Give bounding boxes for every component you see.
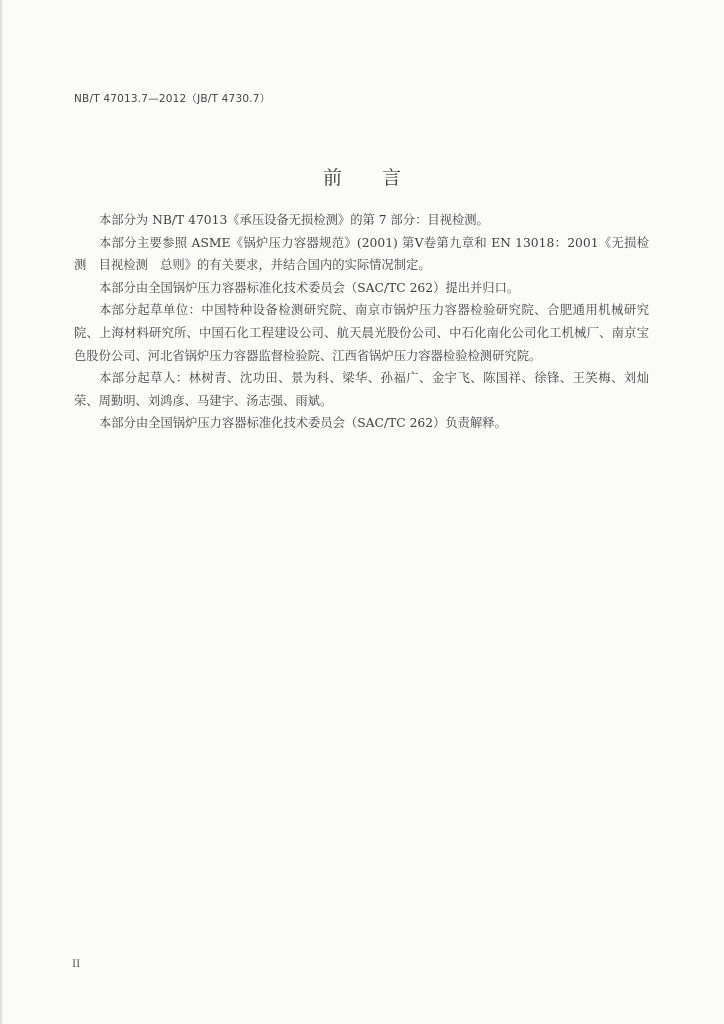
paragraph-drafters: 本部分起草人：林树青、沈功田、景为科、梁华、孙福广、金宇飞、陈国祥、徐锋、王笑梅、刘灿荣、周勤明、刘鸿彦、马建宇、汤志强、雨斌。 — [74, 371, 649, 408]
section-title — [0, 163, 724, 190]
paragraph-proposer: 本部分由全国锅炉压力容器标准化技术委员会（SAC/TC 262）提出并归口。 — [99, 280, 520, 295]
preface-body — [74, 209, 649, 435]
page-number: II — [72, 958, 81, 970]
paragraph-references: 本部分主要参照 ASME《锅炉压力容器规范》(2001) 第Ⅴ卷第九章和 EN 13018：2001《无损检测 目视检测 总则》的有关要求，并结合国内的实际情况制定。 — [74, 235, 649, 273]
title-char-2: 言 — [382, 167, 402, 189]
title-char-1: 前 — [322, 167, 342, 189]
standard-number-header: NB/T 47013.7—2012（JB/T 4730.7） — [74, 93, 271, 105]
page-edge-shadow — [0, 0, 3, 1024]
paragraph-drafting-units: 本部分起草单位：中国特种设备检测研究院、南京市锅炉压力容器检验研究院、合肥通用机械研究院、上海材料研究所、中国石化工程建设公司、航天晨光股份公司、中石化南化公司化工机械厂、南京宝色股份公司、河北省锅炉压力容器监督检验院、江西省锅炉压力容器检验检测研究院。 — [74, 303, 649, 363]
paragraph-interpretation: 本部分由全国锅炉压力容器标准化技术委员会（SAC/TC 262）负责解释。 — [99, 416, 507, 431]
paragraph-scope: 本部分为 NB/T 47013《承压设备无损检测》的第 7 部分：目视检测。 — [99, 213, 489, 227]
